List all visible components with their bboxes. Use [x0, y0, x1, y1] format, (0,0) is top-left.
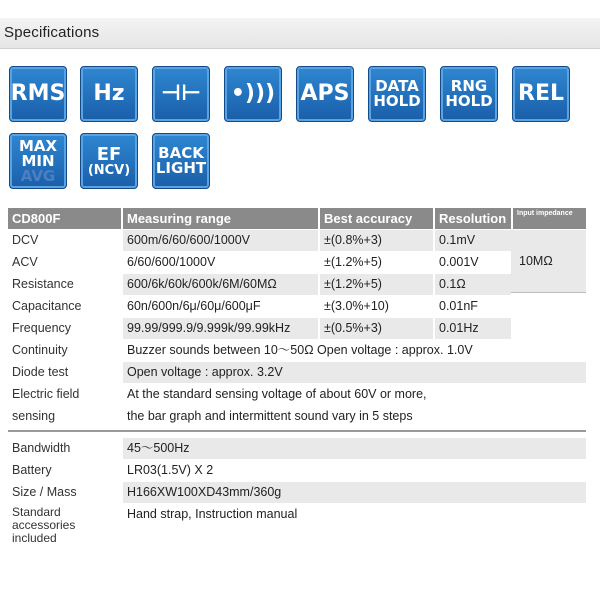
table-row-continuity: Continuity Buzzer sounds between 10～50Ω Open voltage : approx. 1.0V	[12, 343, 473, 357]
table-row-size-mass: Size / Mass H166XW100XD43mm/360g	[8, 482, 586, 503]
rms-icon: RMS	[9, 66, 67, 122]
accessories-label: Standard accessories included	[12, 505, 76, 545]
max-min-avg-icon: MAX MIN AVG	[9, 133, 67, 189]
table-row: Frequency 99.99/999.9/9.999k/99.99kHz ±(0.5%+3) 0.01Hz	[8, 318, 586, 339]
rel-icon: REL	[512, 66, 570, 122]
header-model: CD800F	[8, 208, 121, 229]
hz-icon: Hz	[80, 66, 138, 122]
section-title: Specifications	[4, 24, 100, 41]
ef-ncv-icon: EF (NCV)	[80, 133, 138, 189]
capacitor-icon: ⊣⊢	[152, 66, 210, 122]
continuity-buzzer-icon: •)))	[224, 66, 282, 122]
header-measuring-range: Measuring range	[123, 208, 318, 229]
input-impedance-value: 10MΩ	[511, 230, 586, 293]
table-row: DCV 600m/6/60/600/1000V ±(0.8%+3) 0.1mV	[8, 230, 586, 251]
section-header	[0, 18, 600, 49]
header-best-accuracy: Best accuracy	[320, 208, 433, 229]
table-row-bandwidth: Bandwidth 45～500Hz	[8, 438, 586, 459]
header-resolution: Resolution	[435, 208, 511, 229]
table-row-electric-field-cont: sensing the bar graph and intermittent sound vary in 5 steps	[12, 409, 413, 423]
table-row: ACV 6/60/600/1000V ±(1.2%+5) 0.001V	[12, 255, 479, 269]
section-divider	[8, 430, 586, 432]
table-row-diode: Diode test Open voltage : approx. 3.2V	[8, 362, 586, 383]
data-hold-icon: DATA HOLD	[368, 66, 426, 122]
table-row-accessories	[8, 504, 586, 548]
accessories-value: Hand strap, Instruction manual	[127, 507, 298, 521]
range-hold-icon: RNG HOLD	[440, 66, 498, 122]
table-row: Resistance 600/6k/60k/600k/6M/60MΩ ±(1.2%+5) 0.1Ω	[8, 274, 586, 295]
table-row-battery: Battery LR03(1.5V) X 2	[12, 463, 214, 477]
aps-icon: APS	[296, 66, 354, 122]
table-row: Capacitance 60n/600n/6μ/60μ/600μF ±(3.0%+10) 0.01nF	[12, 299, 478, 313]
header-input-impedance: Input impedance	[513, 208, 586, 229]
backlight-icon: BACK LIGHT	[152, 133, 210, 189]
table-row-electric-field: Electric field At the standard sensing voltage of about 60V or more,	[12, 387, 427, 401]
